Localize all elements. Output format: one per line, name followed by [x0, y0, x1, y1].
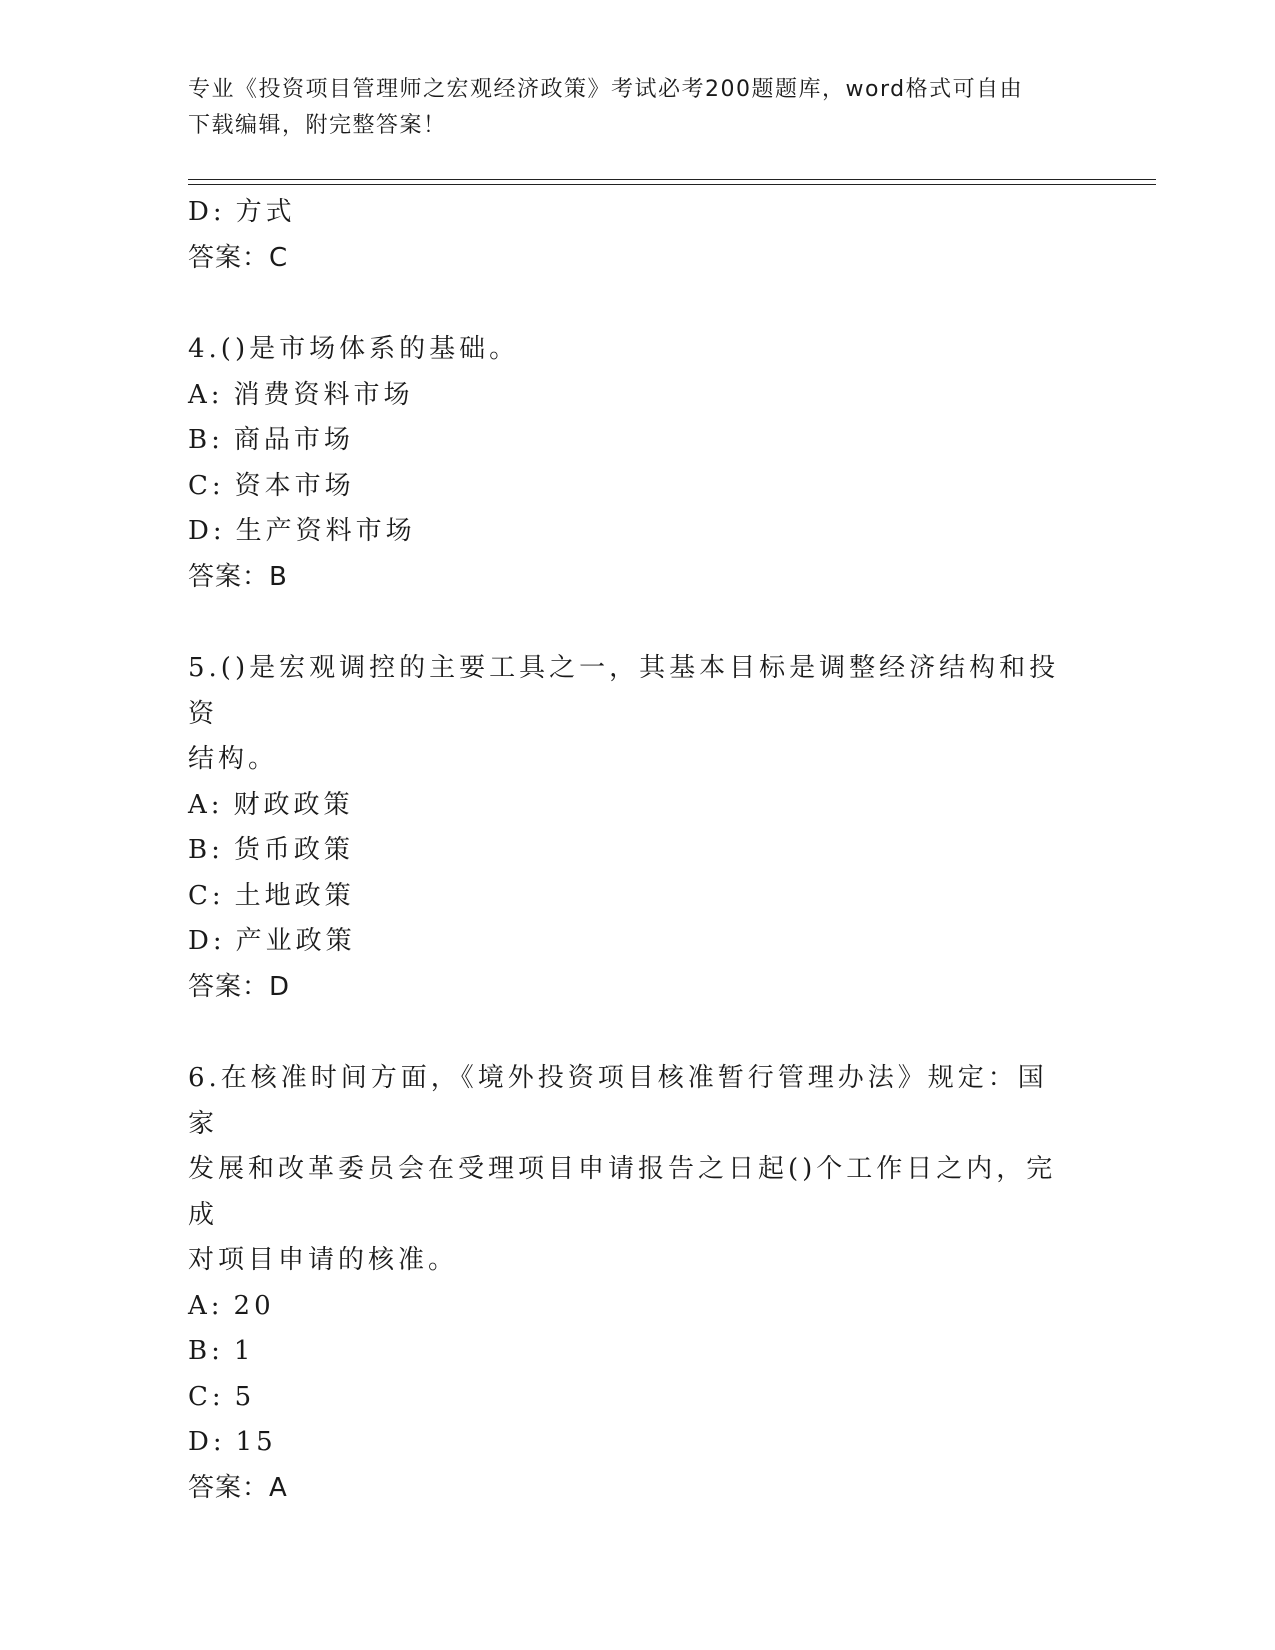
option-d: [188, 509, 1088, 555]
option-d: [188, 1420, 1088, 1466]
option-key: D:: [188, 516, 226, 546]
option-key: B:: [188, 1336, 224, 1366]
option-text: 资本市场: [234, 470, 355, 501]
question-6: [188, 1056, 1088, 1511]
question-stem-line-1: 6.在核准时间方面，《境外投资项目核准暂行管理办法》规定：国家: [188, 1063, 1048, 1139]
option-b: [188, 1329, 1088, 1375]
option-text: 生产资料市场: [235, 516, 416, 546]
option-key: A:: [188, 379, 224, 410]
option-text: 土地政策: [234, 880, 355, 911]
option-a: [188, 1284, 1088, 1330]
option-key: A:: [188, 1290, 224, 1321]
header-divider-bottom: [188, 184, 1156, 185]
option-key: B:: [188, 425, 224, 455]
question-stem-line-1: 5.()是宏观调控的主要工具之一，其基本目标是调整经济结构和投资: [188, 653, 1060, 729]
option-text: 财政政策: [233, 789, 354, 820]
option-d: [188, 919, 1088, 965]
option-text: 20: [233, 1290, 275, 1321]
header-line-2: 下载编辑，附完整答案！: [188, 113, 447, 138]
question-list: [188, 190, 1088, 1511]
question-stem-line-3: 对项目申请的核准。: [188, 1245, 459, 1275]
option-key: C:: [188, 880, 225, 911]
option-b: [188, 418, 1088, 464]
question-stem-line-2: 结构。: [188, 744, 279, 774]
answer-line: 答案：A: [188, 1472, 288, 1503]
question-stem: 4.()是市场体系的基础。: [188, 334, 520, 364]
option-a: [188, 373, 1088, 419]
option-key: C:: [188, 470, 225, 501]
question-stem-line-2: 发展和改革委员会在受理项目申请报告之日起()个工作日之内，完成: [188, 1154, 1057, 1230]
option-d: [188, 190, 1088, 236]
option-c: [188, 874, 1088, 920]
option-text: 1: [233, 1336, 255, 1366]
option-text: 15: [235, 1427, 277, 1457]
option-text: 5: [234, 1381, 256, 1412]
question-5: [188, 646, 1088, 1010]
option-text: 货币政策: [233, 835, 354, 865]
answer-line: 答案：D: [188, 971, 291, 1002]
option-a: [188, 783, 1088, 829]
option-key: D:: [188, 1427, 226, 1457]
option-text: 商品市场: [233, 425, 354, 455]
answer-line: 答案：C: [188, 242, 289, 273]
header-line-1: 专业《投资项目管理师之宏观经济政策》考试必考200题题库，word格式可自由: [188, 77, 1024, 102]
option-text: 方式: [235, 197, 296, 227]
option-key: A:: [188, 789, 224, 820]
option-c: [188, 1375, 1088, 1421]
header-divider-top: [188, 179, 1156, 180]
document-header: [188, 72, 1068, 144]
option-key: D:: [188, 926, 226, 956]
option-key: B:: [188, 835, 224, 865]
option-text: 消费资料市场: [233, 379, 414, 410]
answer-line: 答案：B: [188, 561, 288, 592]
option-key: D:: [188, 197, 226, 227]
option-text: 产业政策: [235, 926, 356, 956]
option-c: [188, 464, 1088, 510]
option-b: [188, 828, 1088, 874]
question-4: [188, 327, 1088, 600]
option-key: C:: [188, 1381, 225, 1412]
